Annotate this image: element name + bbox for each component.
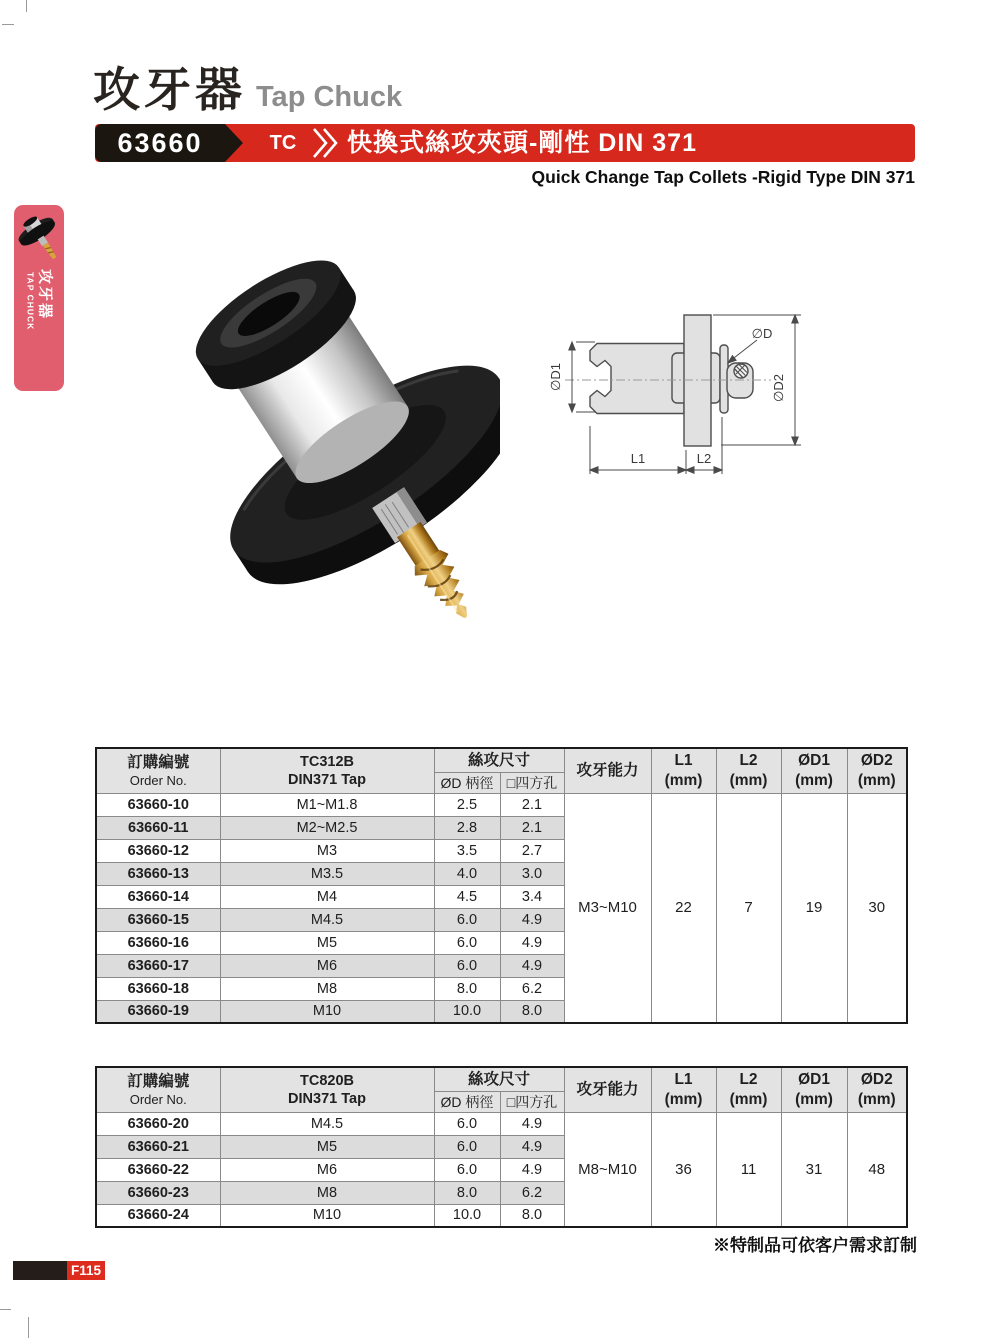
square-hole-cell: 3.4: [500, 885, 564, 908]
print-mark: [28, 1317, 29, 1338]
square-hole-cell: 4.9: [500, 908, 564, 931]
col-header-capacity: 攻牙能力: [564, 748, 651, 793]
shank-dia-cell: 6.0: [434, 954, 500, 977]
tap-size-cell: M4: [220, 885, 434, 908]
dimension-diagram: [535, 300, 935, 490]
col-header-l1: L1 (mm): [651, 1067, 716, 1112]
shank-dia-cell: 6.0: [434, 1112, 500, 1135]
spec-table-tc312b: [95, 747, 908, 1024]
tap-size-cell: M5: [220, 1135, 434, 1158]
l2-cell: 11: [716, 1112, 781, 1227]
shank-dia-cell: 4.5: [434, 885, 500, 908]
col-header-order-no: 訂購編號 Order No.: [96, 748, 220, 793]
banner-subtitle-en: Quick Change Tap Collets -Rigid Type DIN 371: [531, 167, 915, 187]
side-tab-tap-chuck: [14, 205, 64, 391]
d1-cell: 19: [781, 793, 847, 1023]
shank-dia-cell: 4.0: [434, 862, 500, 885]
col-header-d2: ØD2 (mm): [847, 748, 907, 793]
order-no-cell: 63660-12: [96, 839, 220, 862]
square-hole-cell: 6.2: [500, 977, 564, 1000]
table-row: [96, 1112, 907, 1135]
tap-size-cell: M3.5: [220, 862, 434, 885]
order-code-flag: [95, 124, 225, 162]
tap-size-cell: M6: [220, 954, 434, 977]
side-tab-label-zh: 攻牙器: [36, 269, 54, 321]
side-tab-label-en: TAP CHUCK: [25, 272, 36, 331]
square-hole-cell: 3.0: [500, 862, 564, 885]
order-no-cell: 63660-16: [96, 931, 220, 954]
tap-size-cell: M10: [220, 1204, 434, 1227]
series-code: TC: [269, 132, 297, 154]
order-code: 63660: [117, 127, 203, 158]
col-header-l2: L2 (mm): [716, 1067, 781, 1112]
col-header-l1: L1 (mm): [651, 748, 716, 793]
square-hole-cell: 4.9: [500, 1158, 564, 1181]
series-banner: [95, 124, 915, 162]
page-number-badge: [13, 1261, 105, 1280]
table-row: [96, 793, 907, 816]
l1-cell: 22: [651, 793, 716, 1023]
shank-dia-cell: 10.0: [434, 1204, 500, 1227]
shank-dia-cell: 3.5: [434, 839, 500, 862]
col-header-capacity: 攻牙能力: [564, 1067, 651, 1112]
spec-table-tc820b: [95, 1066, 908, 1228]
order-no-cell: 63660-21: [96, 1135, 220, 1158]
order-no-cell: 63660-11: [96, 816, 220, 839]
custom-order-note: ※特制品可依客户需求訂制: [713, 1236, 917, 1255]
order-no-cell: 63660-13: [96, 862, 220, 885]
dim-label-d2: ∅D2: [771, 374, 786, 402]
page-title-zh: 攻牙器: [93, 63, 246, 116]
page-badge-black-bar: [13, 1261, 67, 1280]
order-no-cell: 63660-17: [96, 954, 220, 977]
tap-size-cell: M4.5: [220, 1112, 434, 1135]
square-hole-cell: 4.9: [500, 1135, 564, 1158]
capacity-cell: M3~M10: [564, 793, 651, 1023]
col-header-l2: L2 (mm): [716, 748, 781, 793]
capacity-cell: M8~M10: [564, 1112, 651, 1227]
l1-cell: 36: [651, 1112, 716, 1227]
dim-label-l2: L2: [696, 451, 712, 466]
order-no-cell: 63660-10: [96, 793, 220, 816]
col-header-d1: ØD1 (mm): [781, 748, 847, 793]
col-header-d2: ØD2 (mm): [847, 1067, 907, 1112]
shank-dia-cell: 2.5: [434, 793, 500, 816]
square-hole-cell: 4.9: [500, 954, 564, 977]
order-no-cell: 63660-14: [96, 885, 220, 908]
col-header-tap-size-group: 絲攻尺寸: [434, 748, 564, 772]
print-mark: [0, 1309, 11, 1310]
square-hole-cell: 6.2: [500, 1181, 564, 1204]
shank-dia-cell: 6.0: [434, 1158, 500, 1181]
square-hole-cell: 4.9: [500, 931, 564, 954]
page-title-en: Tap Chuck: [256, 81, 403, 113]
print-mark: [26, 0, 27, 12]
order-no-cell: 63660-19: [96, 1000, 220, 1023]
col-header-square-hole: □四方孔: [500, 1091, 564, 1112]
dim-label-l1: L1: [630, 451, 646, 466]
flag-arrow-icon: [225, 124, 243, 162]
col-header-tap-size-group: 絲攻尺寸: [434, 1067, 564, 1091]
side-tab-labels: [14, 269, 64, 330]
col-header-order-no: 訂購編號 Order No.: [96, 1067, 220, 1112]
square-hole-cell: 8.0: [500, 1000, 564, 1023]
page-title: [93, 63, 403, 116]
col-header-tap-model: TC312B DIN371 Tap: [220, 748, 434, 793]
tap-size-cell: M6: [220, 1158, 434, 1181]
shank-dia-cell: 6.0: [434, 931, 500, 954]
chevron-right-icon: [311, 127, 341, 164]
product-photo: [148, 238, 500, 655]
order-no-cell: 63660-15: [96, 908, 220, 931]
square-hole-cell: 2.1: [500, 816, 564, 839]
order-no-cell: 63660-20: [96, 1112, 220, 1135]
shank-dia-cell: 6.0: [434, 1135, 500, 1158]
shank-dia-cell: 6.0: [434, 908, 500, 931]
side-tab-thumbnail: [17, 213, 61, 276]
square-hole-cell: 8.0: [500, 1204, 564, 1227]
d2-cell: 48: [847, 1112, 907, 1227]
order-no-cell: 63660-23: [96, 1181, 220, 1204]
d2-cell: 30: [847, 793, 907, 1023]
square-hole-cell: 2.7: [500, 839, 564, 862]
tap-size-cell: M5: [220, 931, 434, 954]
col-header-square-hole: □四方孔: [500, 772, 564, 793]
col-header-shank-dia: ØD 柄徑: [434, 1091, 500, 1112]
order-no-cell: 63660-18: [96, 977, 220, 1000]
col-header-d1: ØD1 (mm): [781, 1067, 847, 1112]
tap-size-cell: M2~M2.5: [220, 816, 434, 839]
tap-size-cell: M4.5: [220, 908, 434, 931]
l2-cell: 7: [716, 793, 781, 1023]
tap-size-cell: M8: [220, 1181, 434, 1204]
order-no-cell: 63660-22: [96, 1158, 220, 1181]
dim-label-d1: ∅D1: [548, 363, 563, 391]
square-hole-cell: 4.9: [500, 1112, 564, 1135]
shank-dia-cell: 8.0: [434, 1181, 500, 1204]
d1-cell: 31: [781, 1112, 847, 1227]
page-number: F115: [67, 1261, 105, 1280]
col-header-tap-model: TC820B DIN371 Tap: [220, 1067, 434, 1112]
tap-size-cell: M8: [220, 977, 434, 1000]
print-mark: [2, 24, 14, 25]
banner-title: 快換式絲攻夾頭-剛性 DIN 371: [347, 129, 697, 157]
tap-size-cell: M3: [220, 839, 434, 862]
shank-dia-cell: 8.0: [434, 977, 500, 1000]
order-no-cell: 63660-24: [96, 1204, 220, 1227]
col-header-shank-dia: ØD 柄徑: [434, 772, 500, 793]
square-hole-cell: 2.1: [500, 793, 564, 816]
shank-dia-cell: 2.8: [434, 816, 500, 839]
shank-dia-cell: 10.0: [434, 1000, 500, 1023]
dim-label-d: ∅D: [751, 326, 773, 341]
tap-size-cell: M10: [220, 1000, 434, 1023]
tap-size-cell: M1~M1.8: [220, 793, 434, 816]
